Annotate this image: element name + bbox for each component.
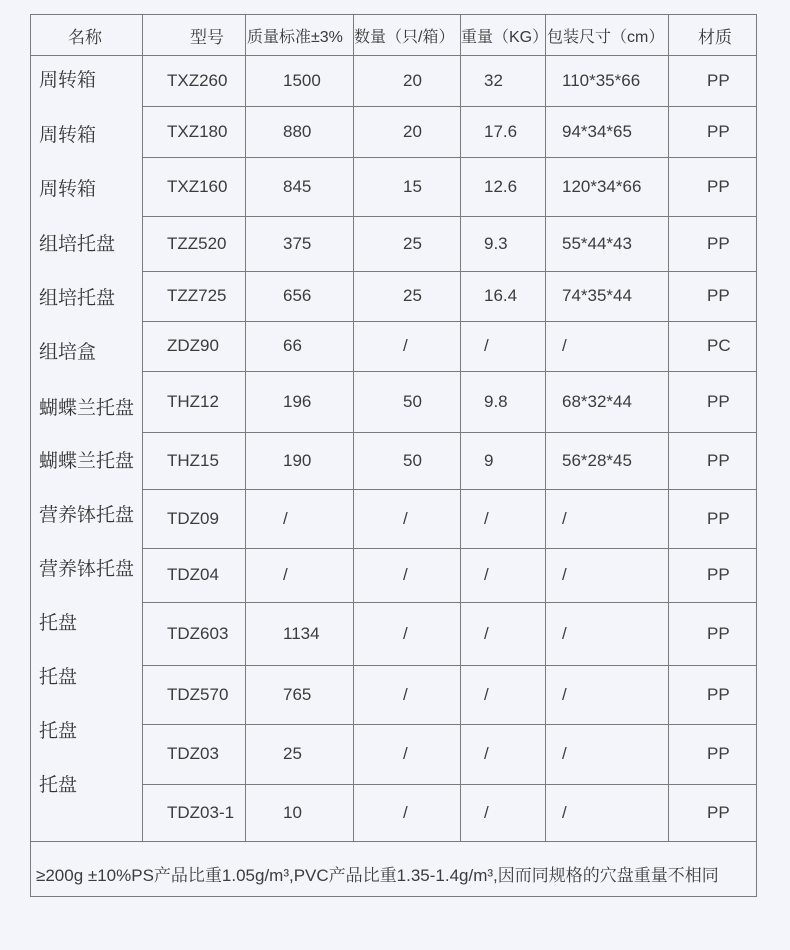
weight-cell: / xyxy=(484,623,489,643)
quantity-cell: / xyxy=(403,684,408,704)
weight-cell: 9.8 xyxy=(484,391,508,411)
product-name-cell: 组培盒 xyxy=(39,342,97,363)
row-divider xyxy=(142,271,757,272)
model-cell: TZZ725 xyxy=(167,286,227,305)
quantity-cell: 25 xyxy=(403,233,422,253)
quality-cell: / xyxy=(283,508,288,528)
quantity-cell: / xyxy=(403,802,408,822)
table-border-bottom xyxy=(30,896,757,897)
package-size-cell: 55*44*43 xyxy=(562,233,632,253)
model-cell: TDZ09 xyxy=(167,508,219,528)
row-divider xyxy=(142,371,757,372)
quantity-cell: 15 xyxy=(403,176,422,196)
header-material: 材质 xyxy=(698,27,732,47)
package-size-cell: 56*28*45 xyxy=(562,450,632,470)
package-size-cell: / xyxy=(562,508,567,528)
weight-cell: 9.3 xyxy=(484,233,508,253)
quantity-cell: / xyxy=(403,336,408,355)
material-cell: PP xyxy=(707,684,730,704)
quality-cell: 66 xyxy=(283,336,302,355)
quantity-cell: 50 xyxy=(403,391,422,411)
col-divider-4 xyxy=(460,14,461,842)
material-cell: PC xyxy=(707,336,731,355)
row-divider xyxy=(142,548,757,549)
model-cell: TDZ03-1 xyxy=(167,802,235,822)
quantity-cell: 25 xyxy=(403,286,422,305)
quality-cell: 375 xyxy=(283,233,312,253)
material-cell: PP xyxy=(707,70,730,90)
quality-cell: 880 xyxy=(283,121,312,141)
quantity-cell: 20 xyxy=(403,121,422,141)
model-cell: TDZ03 xyxy=(167,744,219,763)
quality-cell: 845 xyxy=(283,176,312,196)
package-size-cell: 110*35*66 xyxy=(562,70,641,90)
quality-cell: 656 xyxy=(283,286,312,305)
table-border-left xyxy=(30,14,31,897)
weight-cell: 32 xyxy=(484,70,503,90)
product-name-cell: 托盘 xyxy=(39,613,78,634)
model-cell: TXZ160 xyxy=(167,176,228,196)
quality-cell: 196 xyxy=(283,391,312,411)
header-package-size: 包装尺寸（cm） xyxy=(547,28,665,46)
quality-cell: 765 xyxy=(283,684,312,704)
col-divider-1 xyxy=(142,14,143,842)
col-divider-5 xyxy=(545,14,546,842)
row-divider xyxy=(142,724,757,725)
quality-cell: 1134 xyxy=(283,623,320,643)
header-quantity: 数量（只/箱） xyxy=(354,28,455,46)
model-cell: THZ15 xyxy=(167,450,219,470)
material-cell: PP xyxy=(707,623,730,643)
col-divider-2 xyxy=(245,14,246,842)
weight-cell: / xyxy=(484,684,489,704)
product-name-cell: 托盘 xyxy=(39,667,78,688)
footnote: ≥200g ±10%PS产品比重1.05g/m³,PVC产品比重1.35-1.4g/m³,因而同规格的穴盘重量不相同 xyxy=(36,866,719,885)
weight-cell: / xyxy=(484,508,489,528)
package-size-cell: / xyxy=(562,336,567,355)
model-cell: TDZ603 xyxy=(167,623,229,643)
material-cell: PP xyxy=(707,508,730,528)
quantity-cell: 50 xyxy=(403,450,422,470)
product-name-cell: 蝴蝶兰托盘 xyxy=(39,451,135,472)
quantity-cell: / xyxy=(403,565,408,584)
product-name-cell: 周转箱 xyxy=(39,125,97,146)
weight-cell: 16.4 xyxy=(484,286,518,305)
model-cell: TDZ04 xyxy=(167,565,219,584)
model-cell: TZZ520 xyxy=(167,233,227,253)
row-divider xyxy=(142,157,757,158)
quantity-cell: 20 xyxy=(403,70,422,90)
weight-cell: / xyxy=(484,565,489,584)
package-size-cell: / xyxy=(562,744,567,763)
quantity-cell: / xyxy=(403,623,408,643)
package-size-cell: / xyxy=(562,684,567,704)
header-model: 型号 xyxy=(190,27,224,47)
table-border-right xyxy=(756,14,757,897)
product-name-cell: 托盘 xyxy=(39,775,78,796)
package-size-cell: / xyxy=(562,802,567,822)
quality-cell: 190 xyxy=(283,450,312,470)
material-cell: PP xyxy=(707,565,730,584)
model-cell: ZDZ90 xyxy=(167,336,219,355)
table-body-bottom-line xyxy=(30,841,757,842)
package-size-cell: 94*34*65 xyxy=(562,121,632,141)
model-cell: TDZ570 xyxy=(167,684,229,704)
row-divider xyxy=(142,665,757,666)
package-size-cell: 120*34*66 xyxy=(562,176,642,196)
material-cell: PP xyxy=(707,391,730,411)
material-cell: PP xyxy=(707,176,730,196)
weight-cell: / xyxy=(484,744,489,763)
row-divider xyxy=(142,784,757,785)
quantity-cell: / xyxy=(403,744,408,763)
model-cell: TXZ260 xyxy=(167,70,228,90)
weight-cell: / xyxy=(484,802,489,822)
package-size-cell: 74*35*44 xyxy=(562,286,632,305)
package-size-cell: 68*32*44 xyxy=(562,391,632,411)
material-cell: PP xyxy=(707,286,730,305)
quality-cell: / xyxy=(283,565,288,584)
model-cell: TXZ180 xyxy=(167,121,228,141)
material-cell: PP xyxy=(707,744,730,763)
material-cell: PP xyxy=(707,121,730,141)
row-divider xyxy=(142,216,757,217)
quality-cell: 25 xyxy=(283,744,302,763)
quantity-cell: / xyxy=(403,508,408,528)
product-name-cell: 组培托盘 xyxy=(39,234,116,255)
product-name-cell: 营养钵托盘 xyxy=(39,505,135,526)
quality-cell: 1500 xyxy=(283,70,321,90)
product-name-cell: 组培托盘 xyxy=(39,288,116,309)
col-divider-6 xyxy=(668,14,669,842)
material-cell: PP xyxy=(707,450,730,470)
product-name-cell: 周转箱 xyxy=(39,179,97,200)
header-quality-standard: 质量标准±3% xyxy=(247,28,343,46)
product-name-cell: 营养钵托盘 xyxy=(39,559,135,580)
header-name: 名称 xyxy=(68,27,102,47)
package-size-cell: / xyxy=(562,565,567,584)
row-divider xyxy=(142,321,757,322)
weight-cell: 17.6 xyxy=(484,121,518,141)
header-weight: 重量（KG） xyxy=(461,28,549,46)
model-cell: THZ12 xyxy=(167,391,219,411)
row-divider xyxy=(142,106,757,107)
package-size-cell: / xyxy=(562,623,567,643)
product-name-cell: 蝴蝶兰托盘 xyxy=(39,398,135,419)
weight-cell: / xyxy=(484,336,489,355)
product-name-cell: 周转箱 xyxy=(39,70,97,91)
material-cell: PP xyxy=(707,802,730,822)
row-divider xyxy=(142,602,757,603)
row-divider xyxy=(142,489,757,490)
col-divider-3 xyxy=(353,14,354,842)
row-divider xyxy=(142,432,757,433)
weight-cell: 12.6 xyxy=(484,176,518,196)
weight-cell: 9 xyxy=(484,450,494,470)
material-cell: PP xyxy=(707,233,730,253)
product-name-cell: 托盘 xyxy=(39,721,78,742)
quality-cell: 10 xyxy=(283,802,302,822)
